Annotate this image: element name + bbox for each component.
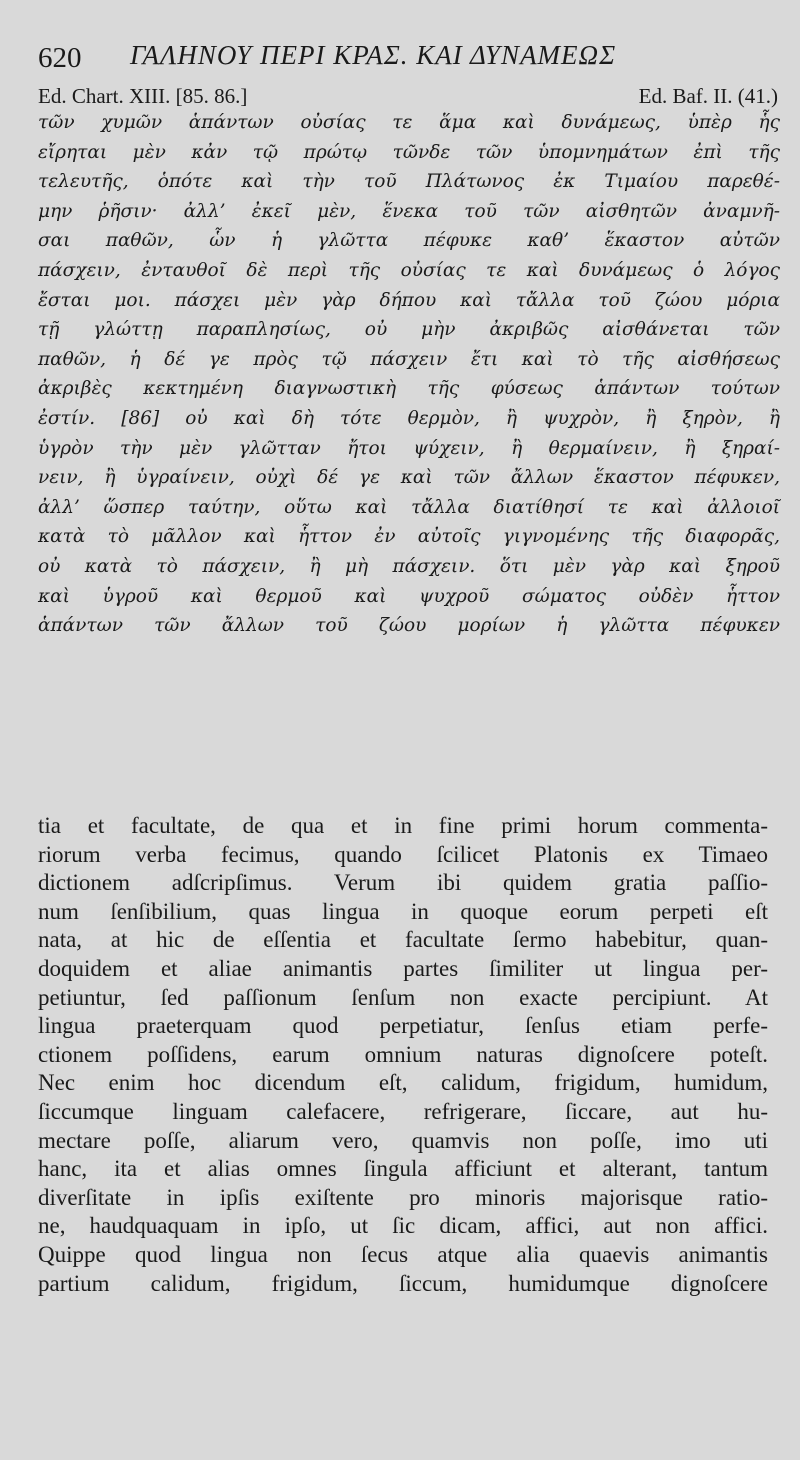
latin-line: ne, haudquaquam in ipſo, ut ſic dicam, affici, aut non affici.	[38, 1213, 768, 1239]
greek-line: πάσχειν, ἐνταυθοῖ δὲ περὶ τῆς οὐσίας τε καὶ δυνάμεως ὁ λόγος	[38, 259, 780, 281]
greek-line: ἁπάντων τῶν ἄλλων τοῦ ζώου μορίων ἡ γλῶττα πέφυκεν	[38, 615, 780, 637]
greek-line: εἴρηται μὲν κἀν τῷ πρώτῳ τῶνδε τῶν ὑπομνημάτων ἐπὶ τῆς	[38, 141, 780, 163]
latin-line: hanc, ita et alias omnes ſingula afficiunt et alterant, tantum	[38, 1156, 768, 1182]
latin-line: petiuntur, ſed paſſionum ſenſum non exacte percipiunt. At	[38, 984, 768, 1010]
latin-line: ctionem poſſidens, earum omnium naturas dignoſcere poteſt.	[38, 1041, 768, 1067]
latin-line: num ſenſibilium, quas lingua in quoque eorum perpeti eſt	[38, 898, 768, 924]
latin-line: dictionem adſcripſimus. Verum ibi quidem gratia paſſio-	[38, 870, 768, 896]
greek-line: τῶν χυμῶν ἁπάντων οὐσίας τε ἅμα καὶ δυνάμεως, ὑπὲρ ἧς	[38, 112, 780, 133]
edition-chartier-reference: Ed. Chart. XIII. [85. 86.]	[38, 84, 248, 108]
greek-line: ἀκριβὲς κεκτημένη διαγνωστικὴ τῆς φύσεως ἁπάντων τούτων	[38, 378, 780, 400]
greek-line: σαι παθῶν, ὧν ἡ γλῶττα πέφυκε καθ’ ἕκαστον αὐτῶν	[38, 230, 780, 252]
greek-line: ἐστίν. [86] οὐ καὶ δὴ τότε θερμὸν, ἢ ψυχρὸν, ἢ ξηρὸν, ἢ	[38, 407, 780, 429]
greek-line: ἔσται μοι. πάσχει μὲν γὰρ δήπου καὶ τἄλλα τοῦ ζώου μόρια	[38, 289, 780, 311]
edition-basel-reference: Ed. Baf. II. (41.)	[638, 84, 778, 108]
latin-line: Quippe quod lingua non ſecus atque alia quaevis animantis	[38, 1241, 768, 1267]
page-header	[38, 38, 778, 78]
edition-references	[38, 84, 778, 108]
latin-line: tia et facultate, de qua et in fine primi horum commenta-	[38, 813, 768, 838]
latin-line: Nec enim hoc dicendum eſt, calidum, frigidum, humidum,	[38, 1070, 768, 1096]
greek-line: κατὰ τὸ μᾶλλον καὶ ἧττον ἐν αὐτοῖς γιγνομένης τῆς διαφορᾶς,	[38, 526, 780, 548]
greek-line: νειν, ἢ ὑγραίνειν, οὐχὶ δέ γε καὶ τῶν ἄλλων ἕκαστον πέφυκεν,	[38, 467, 780, 489]
page-number: 620	[38, 42, 82, 74]
running-title: ΓΑΛΗΝΟΥ ΠΕΡΙ ΚΡΑΣ. ΚΑΙ ΔΥΝΑΜΕΩΣ	[130, 40, 617, 70]
greek-text-block	[38, 108, 780, 641]
latin-line: mectare poſſe, aliarum vero, quamvis non poſſe, imo uti	[38, 1127, 768, 1153]
latin-line: doquidem et aliae animantis partes ſimiliter ut lingua per-	[38, 955, 768, 981]
latin-line: diverſitate in ipſis exiſtente pro minoris majorisque ratio-	[38, 1184, 768, 1210]
greek-line: τῇ γλώττῃ παραπλησίως, οὐ μὴν ἀκριβῶς αἰσθάνεται τῶν	[38, 319, 780, 341]
latin-line: ſiccumque linguam calefacere, refrigerare, ſiccare, aut hu-	[38, 1098, 768, 1124]
latin-line: partium calidum, frigidum, ſiccum, humidumque dignoſcere	[38, 1270, 768, 1296]
greek-line: καὶ ὑγροῦ καὶ θερμοῦ καὶ ψυχροῦ σώματος οὐδὲν ἧττον	[38, 585, 780, 607]
latin-text-block	[38, 812, 768, 1298]
greek-line: ἀλλ’ ὥσπερ ταύτην, οὕτω καὶ τἄλλα διατίθησί τε καὶ ἀλλοιοῖ	[38, 496, 780, 518]
latin-line: nata, at hic de eſſentia et facultate ſermo habebitur, quan-	[38, 927, 768, 953]
greek-line: μην ῥῆσιν· ἀλλ’ ἐκεῖ μὲν, ἕνεκα τοῦ τῶν αἰσθητῶν ἀναμνῆ-	[38, 200, 780, 222]
greek-line: παθῶν, ἡ δέ γε πρὸς τῷ πάσχειν ἔτι καὶ τὸ τῆς αἰσθήσεως	[38, 348, 780, 370]
latin-line: riorum verba fecimus, quando ſcilicet Platonis ex Timaeo	[38, 841, 768, 867]
greek-line: ὑγρὸν τὴν μὲν γλῶτταν ἤτοι ψύχειν, ἢ θερμαίνειν, ἢ ξηραί-	[38, 437, 780, 459]
greek-line: οὐ κατὰ τὸ πάσχειν, ἢ μὴ πάσχειν. ὅτι μὲν γὰρ καὶ ξηροῦ	[38, 555, 780, 577]
latin-line: lingua praeterquam quod perpetiatur, ſenſus etiam perfe-	[38, 1013, 768, 1039]
greek-line: τελευτῆς, ὁπότε καὶ τὴν τοῦ Πλάτωνος ἐκ Τιμαίου παρεθέ-	[38, 171, 780, 193]
